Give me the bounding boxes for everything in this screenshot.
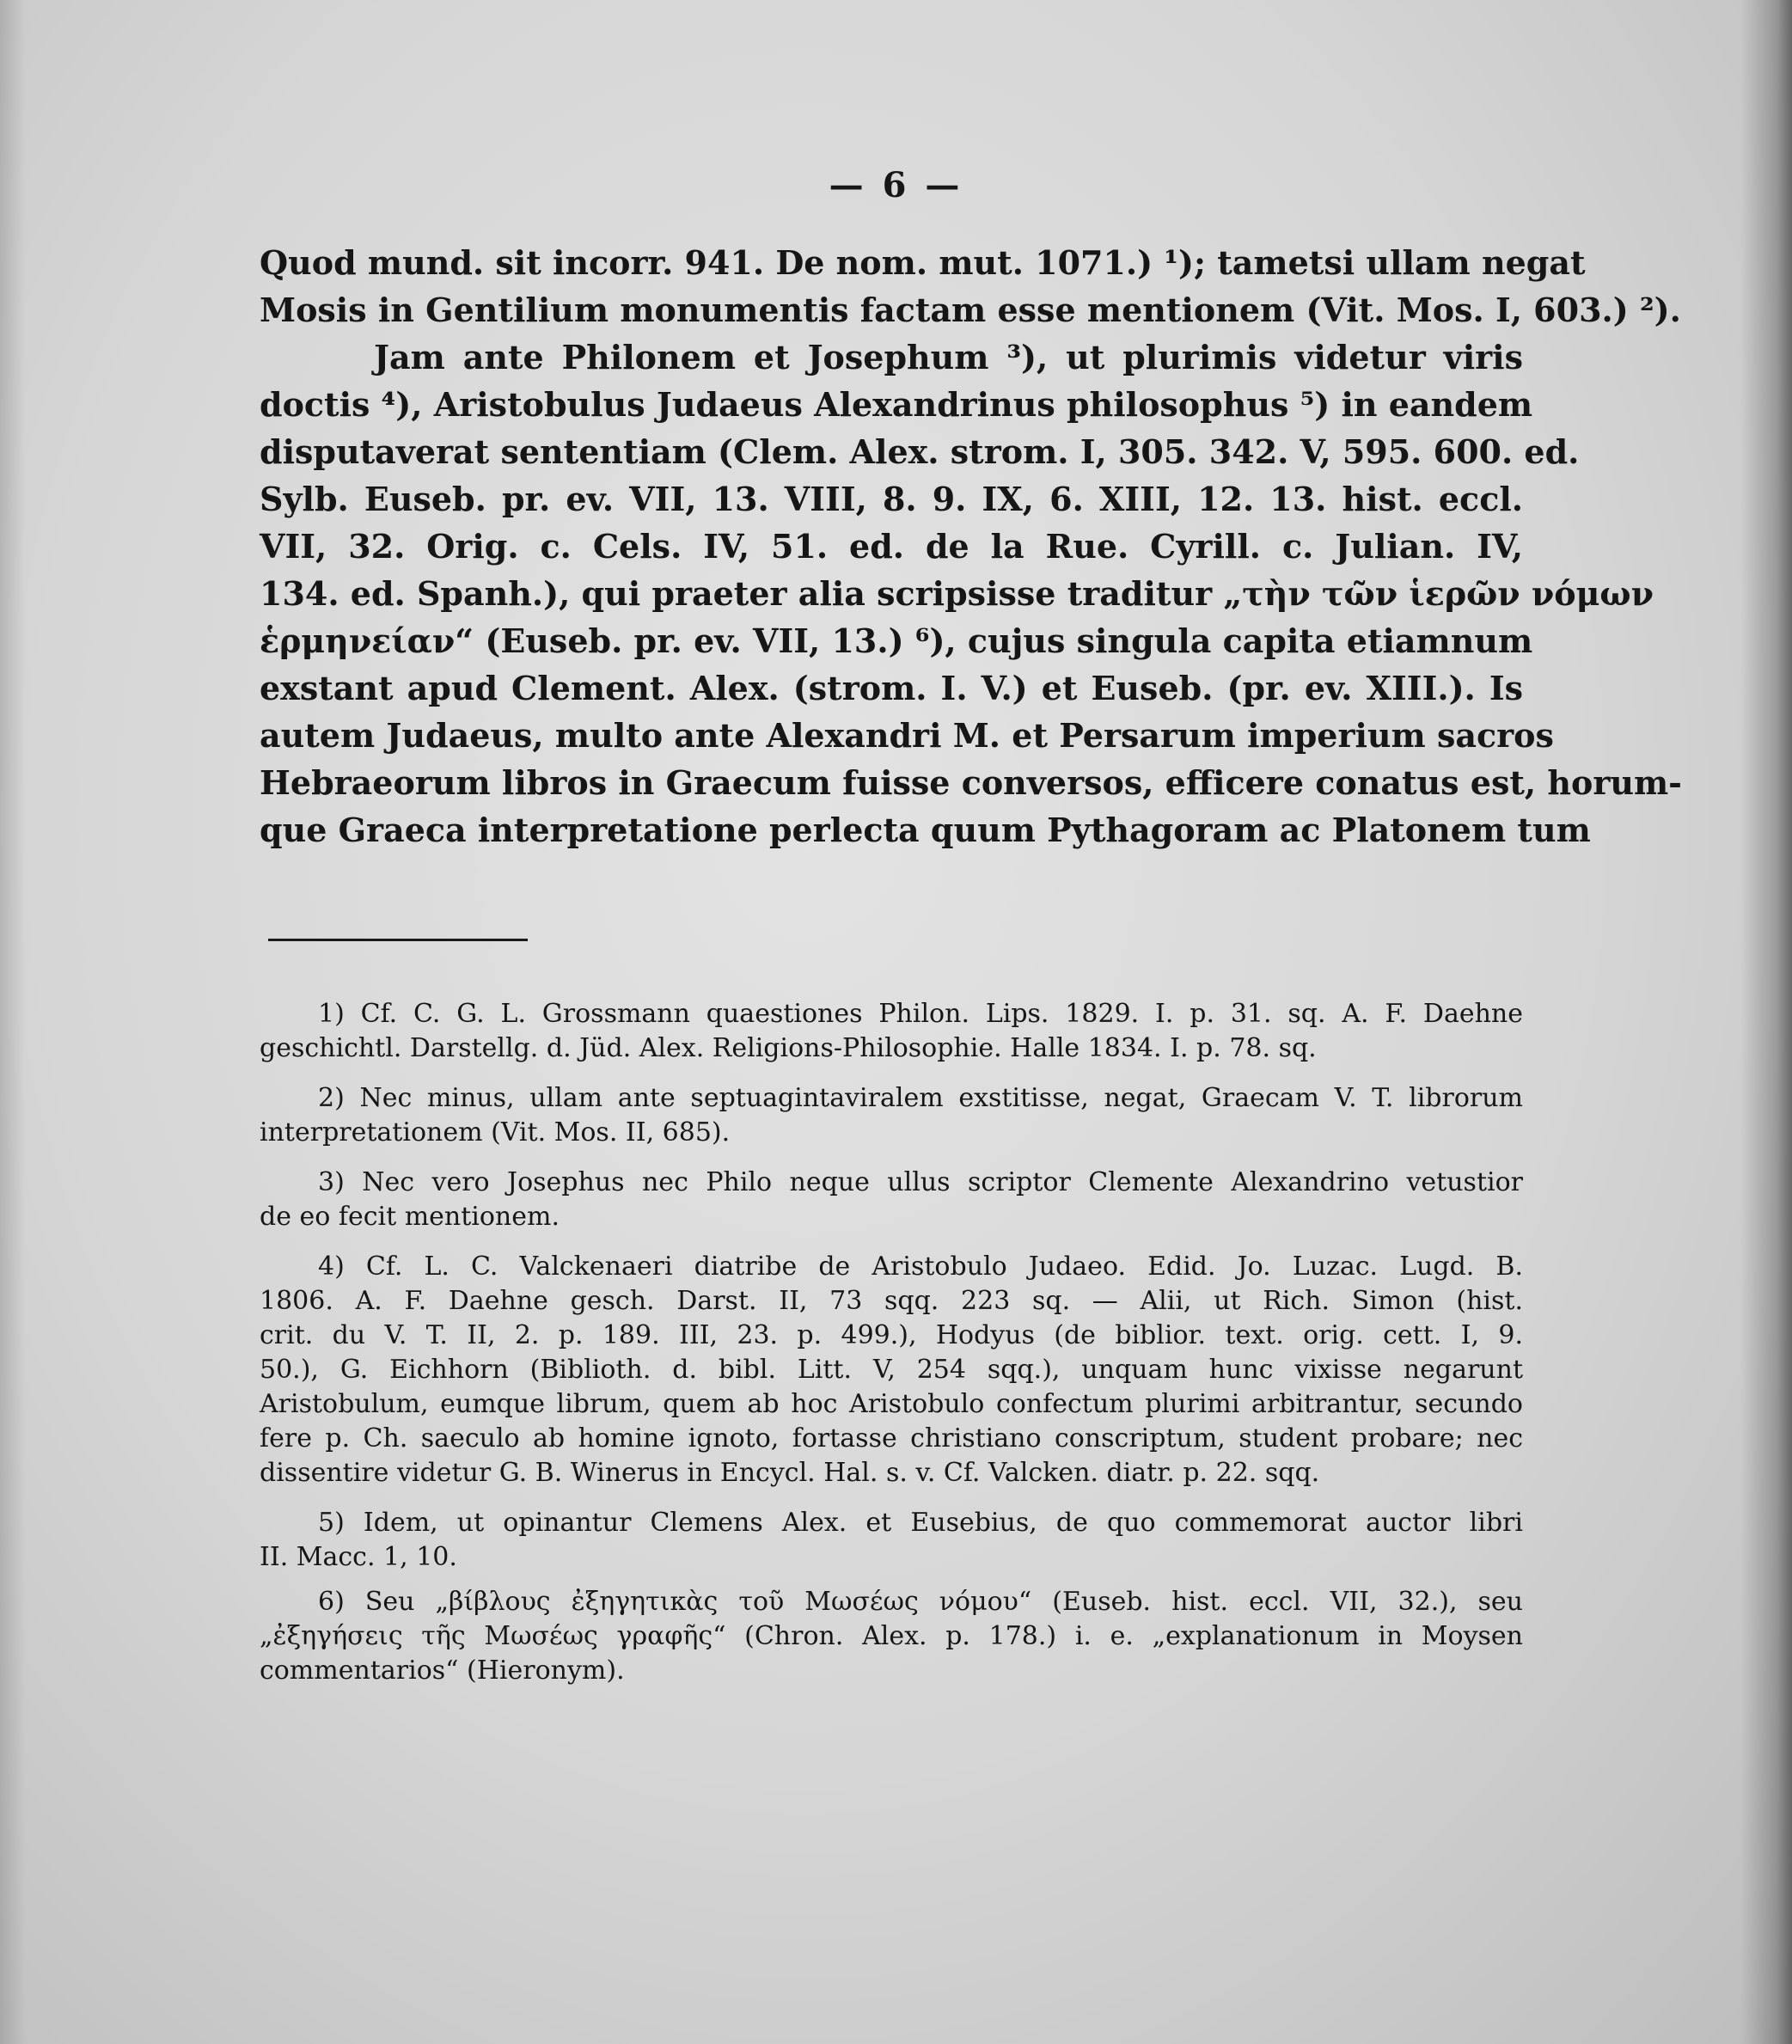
text-line: disputaverat sententiam (Clem. Alex. strom. I, 305. 342. V, 595. 600. ed. <box>260 432 1580 471</box>
footnote-line: 1806. A. F. Daehne gesch. Darst. II, 73 sqq. 223 sq. — Alii, ut Rich. Simon (hist. <box>260 1286 1523 1316</box>
footnote-line: commentarios“ (Hieronym). <box>260 1655 625 1686</box>
footnote-line: „ἐξηγήσεις τῆς Μωσέως γραφῆς“ (Chron. Alex. p. 178.) i. e. „explanationum in Moysen <box>260 1621 1523 1651</box>
text-line: autem Judaeus, multo ante Alexandri M. et Persarum imperium sacros <box>260 716 1554 755</box>
footnote-line: 50.), G. Eichhorn (Biblioth. d. bibl. Litt. V, 254 sqq.), unquam hunc vixisse negarunt <box>260 1355 1523 1385</box>
footnote-line: 5) Idem, ut opinantur Clemens Alex. et Eusebius, de quo commemorat auctor libri <box>318 1508 1523 1538</box>
footnote-2 <box>260 1081 1523 1150</box>
text-line: Mosis in Gentilium monumentis factam esse mentionem (Vit. Mos. I, 603.) ²). <box>260 291 1681 329</box>
footnote-3 <box>260 1166 1523 1234</box>
text-line: ἑρμηνείαν“ (Euseb. pr. ev. VII, 13.) ⁶), cujus singula capita etiamnum <box>260 621 1533 660</box>
footnote-5 <box>260 1506 1523 1575</box>
footnote-line: dissentire videtur G. B. Winerus in Encycl. Hal. s. v. Cf. Valcken. diatr. p. 22. sqq. <box>260 1458 1320 1488</box>
footnote-1 <box>260 997 1523 1066</box>
footnote-line: geschichtl. Darstellg. d. Jüd. Alex. Religions-Philosophie. Halle 1834. I. p. 78. sq. <box>260 1033 1317 1063</box>
text-line: Jam ante Philonem et Josephum ³), ut plurimis videtur viris <box>374 338 1523 376</box>
text-line: Hebraeorum libros in Graecum fuisse conversos, efficere conatus est, horum- <box>260 763 1682 802</box>
text-line: VII, 32. Orig. c. Cels. IV, 51. ed. de la Rue. Cyrill. c. Julian. IV, <box>260 527 1523 566</box>
page-shadow-left <box>0 0 26 2044</box>
text-line: exstant apud Clement. Alex. (strom. I. V.) et Euseb. (pr. ev. XIII.). Is <box>260 669 1523 707</box>
page-number: — 6 — <box>829 165 963 205</box>
footnote-line: crit. du V. T. II, 2. p. 189. III, 23. p. 499.), Hodyus (de biblior. text. orig. cett. I, 9. <box>260 1320 1523 1350</box>
text-line: 134. ed. Spanh.), qui praeter alia scripsisse traditur „τὴν τῶν ἱερῶν νόμων <box>260 574 1654 613</box>
footnote-line: de eo fecit mentionem. <box>260 1202 560 1232</box>
footnote-line: Aristobulum, eumque librum, quem ab hoc Aristobulo confectum plurimi arbitrantur, secundo <box>260 1389 1523 1419</box>
footnote-6 <box>260 1585 1523 1688</box>
footnote-line: fere p. Ch. saeculo ab homine ignoto, fortasse christiano conscriptum, student probare; nec <box>260 1423 1523 1453</box>
text-line: Sylb. Euseb. pr. ev. VII, 13. VIII, 8. 9. IX, 6. XIII, 12. 13. hist. eccl. <box>260 480 1523 518</box>
footnote-line: 6) Seu „βίβλους ἐξηγητικὰς τοῦ Μωσέως νόμου“ (Euseb. hist. eccl. VII, 32.), seu <box>318 1587 1523 1617</box>
footnote-4 <box>260 1250 1523 1490</box>
page-shadow-right <box>1740 0 1792 2044</box>
text-line: doctis ⁴), Aristobulus Judaeus Alexandrinus philosophus ⁵) in eandem <box>260 385 1533 424</box>
text-line: que Graeca interpretatione perlecta quum Pythagoram ac Platonem tum <box>260 811 1591 849</box>
footnote-line: 1) Cf. C. G. L. Grossmann quaestiones Philon. Lips. 1829. I. p. 31. sq. A. F. Daehne <box>318 999 1523 1029</box>
main-text <box>260 239 1682 854</box>
text-line: Quod mund. sit incorr. 941. De nom. mut. 1071.) ¹); tametsi ullam negat <box>260 243 1586 282</box>
footnote-line: 3) Nec vero Josephus nec Philo neque ullus scriptor Clemente Alexandrino vetustior <box>318 1167 1523 1197</box>
footnote-separator <box>268 939 528 941</box>
footnote-line: 2) Nec minus, ullam ante septuagintaviralem exstitisse, negat, Graecam V. T. librorum <box>318 1083 1523 1113</box>
footnotes <box>260 997 1523 1704</box>
footnote-line: II. Macc. 1, 10. <box>260 1542 457 1572</box>
footnote-line: interpretationem (Vit. Mos. II, 685). <box>260 1117 731 1147</box>
footnote-line: 4) Cf. L. C. Valckenaeri diatribe de Aristobulo Judaeo. Edid. Jo. Luzac. Lugd. B. <box>318 1251 1523 1282</box>
